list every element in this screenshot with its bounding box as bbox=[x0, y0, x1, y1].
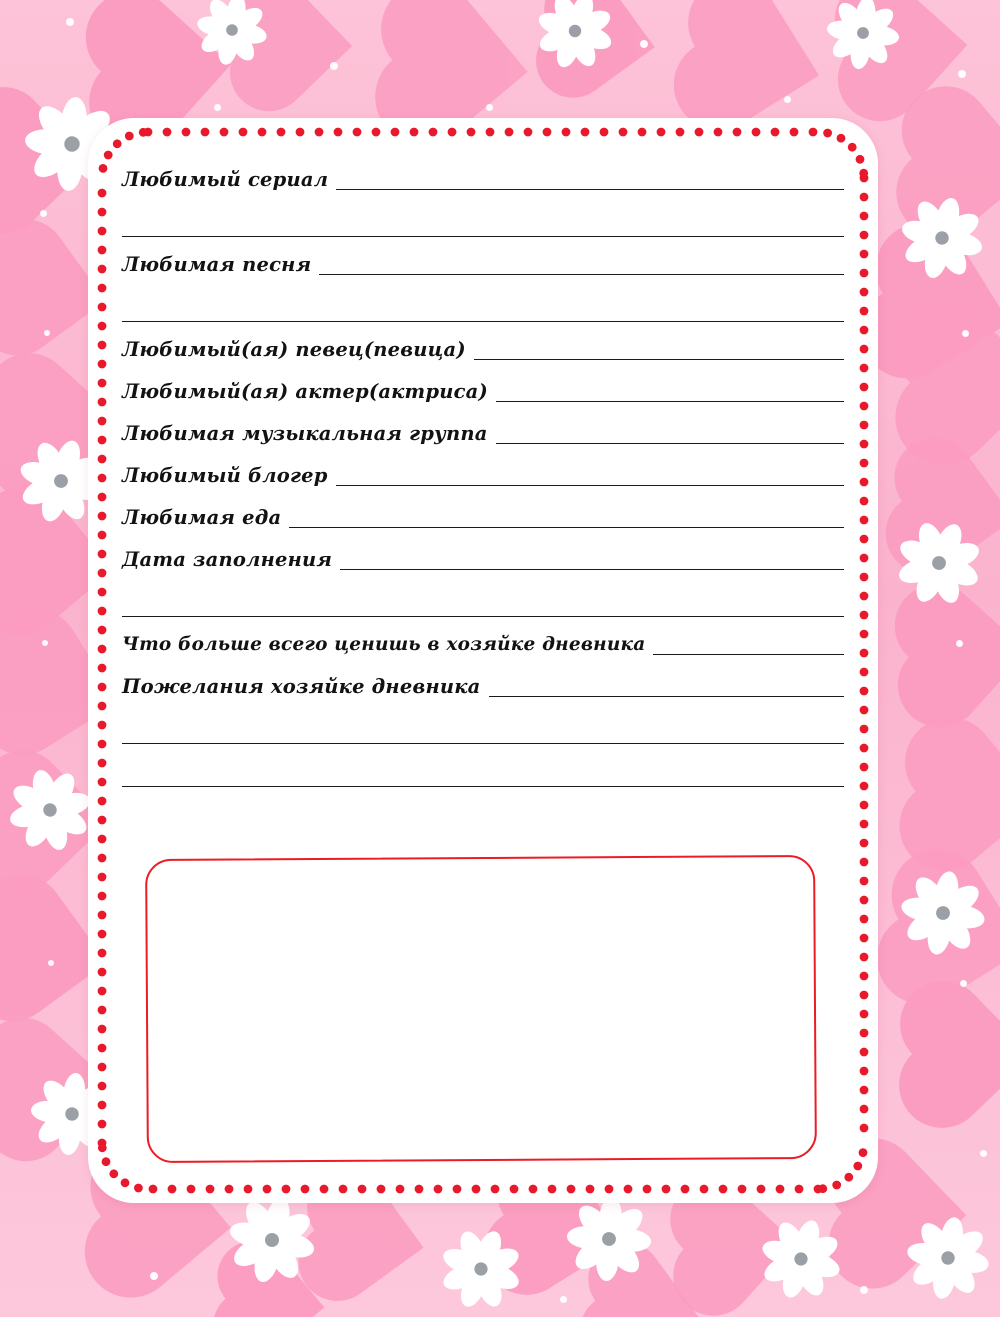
field-continuation-line[interactable] bbox=[122, 194, 844, 237]
heart-icon bbox=[695, 0, 819, 123]
field-label: Любимый сериал bbox=[122, 167, 329, 191]
dot-icon bbox=[44, 330, 50, 336]
heart-icon bbox=[912, 994, 1000, 1116]
field-write-line[interactable] bbox=[496, 400, 844, 402]
field-write-line[interactable] bbox=[474, 358, 844, 360]
flower-icon bbox=[900, 870, 986, 960]
dot-icon bbox=[640, 40, 648, 48]
field-write-line[interactable] bbox=[340, 568, 844, 570]
form-field-row[interactable] bbox=[122, 152, 844, 194]
dot-icon bbox=[330, 62, 338, 70]
form-field-row[interactable] bbox=[122, 448, 844, 490]
field-label: Любимая музыкальная группа bbox=[122, 421, 488, 445]
flower-icon bbox=[536, 0, 614, 74]
flower-icon bbox=[8, 768, 92, 856]
drawing-area[interactable] bbox=[145, 855, 817, 1163]
field-continuation-line[interactable] bbox=[122, 744, 844, 787]
dot-icon bbox=[42, 640, 48, 646]
dot-icon bbox=[214, 104, 221, 111]
dot-icon bbox=[66, 18, 74, 26]
field-write-line[interactable] bbox=[496, 442, 844, 444]
form-fields bbox=[122, 152, 844, 787]
dot-icon bbox=[48, 960, 54, 966]
field-continuation-line[interactable] bbox=[122, 574, 844, 617]
flower-icon bbox=[196, 0, 268, 70]
flower-icon bbox=[906, 1216, 990, 1304]
flower-icon bbox=[228, 1196, 316, 1288]
field-label: Любимый(ая) певец(певица) bbox=[122, 337, 466, 361]
field-continuation-line[interactable] bbox=[122, 701, 844, 744]
flower-icon bbox=[440, 1228, 522, 1314]
flower-icon bbox=[896, 520, 982, 610]
dot-icon bbox=[980, 1150, 987, 1157]
heart-icon bbox=[392, 0, 527, 134]
field-write-line[interactable] bbox=[489, 695, 845, 697]
field-write-line[interactable] bbox=[289, 526, 844, 528]
field-label: Пожелания хозяйке дневника bbox=[122, 674, 481, 698]
dot-icon bbox=[40, 210, 47, 217]
form-field-row[interactable] bbox=[122, 532, 844, 574]
heart-icon bbox=[910, 316, 1000, 452]
form-field-row[interactable] bbox=[122, 364, 844, 406]
dot-icon bbox=[784, 96, 791, 103]
flower-icon bbox=[826, 0, 900, 74]
form-field-row[interactable] bbox=[122, 406, 844, 448]
field-label: Любимый(ая) актер(актриса) bbox=[122, 379, 488, 403]
form-field-row[interactable] bbox=[122, 617, 844, 659]
form-field-row[interactable] bbox=[122, 237, 844, 279]
field-continuation-line[interactable] bbox=[122, 279, 844, 322]
dot-icon bbox=[956, 640, 963, 647]
field-write-line[interactable] bbox=[336, 188, 844, 190]
form-field-row[interactable] bbox=[122, 322, 844, 364]
questionnaire-card bbox=[88, 118, 878, 1203]
field-label: Любимая еда bbox=[122, 505, 282, 529]
dot-icon bbox=[962, 330, 969, 337]
dot-icon bbox=[486, 104, 493, 111]
field-label: Что больше всего ценишь в хозяйке дневника bbox=[122, 633, 646, 655]
dot-icon bbox=[860, 1286, 868, 1294]
field-label: Любимая песня bbox=[122, 252, 312, 276]
flower-icon bbox=[760, 1218, 842, 1304]
form-field-row[interactable] bbox=[122, 659, 844, 701]
flower-icon bbox=[900, 196, 984, 284]
dot-icon bbox=[960, 980, 967, 987]
dot-icon bbox=[560, 1296, 567, 1303]
field-label: Любимый блогер bbox=[122, 463, 328, 487]
field-write-line[interactable] bbox=[653, 653, 844, 655]
heart-icon bbox=[916, 734, 1000, 861]
flower-icon bbox=[566, 1196, 652, 1286]
form-field-row[interactable] bbox=[122, 490, 844, 532]
field-label: Дата заполнения bbox=[122, 547, 333, 571]
dot-icon bbox=[958, 70, 966, 78]
dot-icon bbox=[150, 1272, 158, 1280]
field-write-line[interactable] bbox=[319, 273, 844, 275]
form-content bbox=[122, 152, 844, 1169]
field-write-line[interactable] bbox=[336, 484, 844, 486]
